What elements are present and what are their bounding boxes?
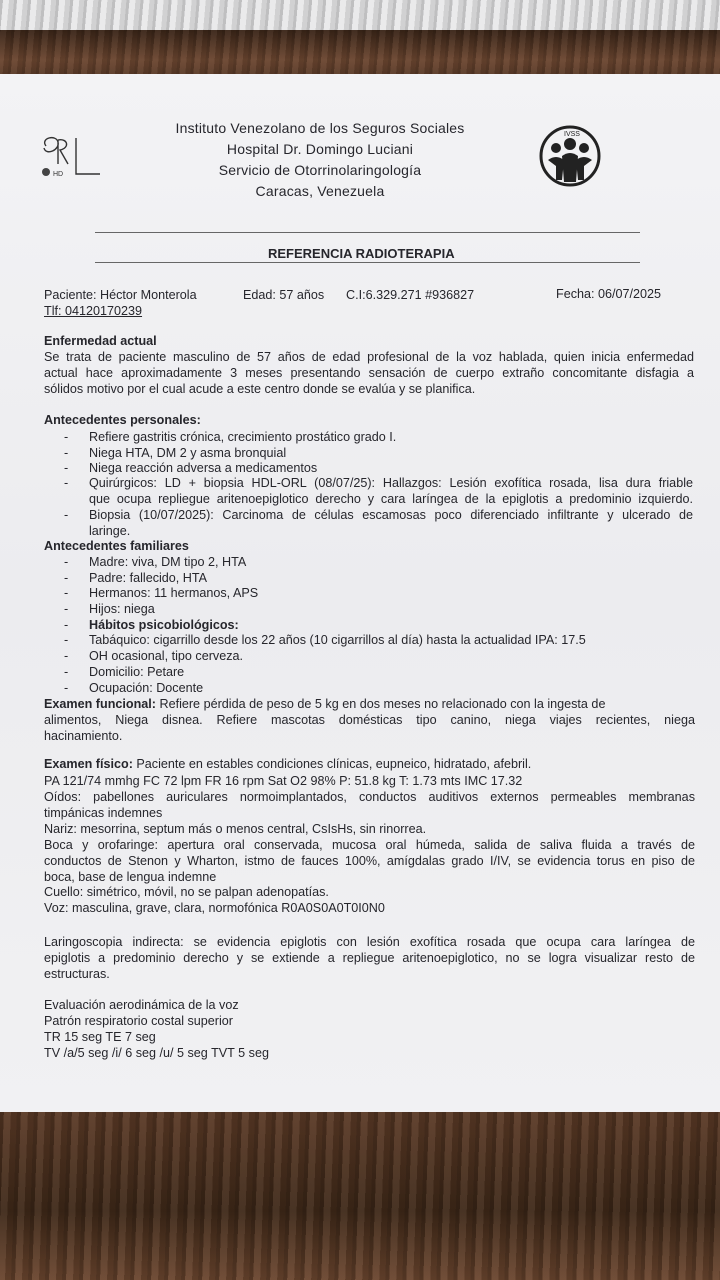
familiares-item: Madre: viva, DM tipo 2, HTA bbox=[89, 555, 247, 569]
bullet: - bbox=[64, 618, 69, 632]
fisico-line: Nariz: mesorrina, septum más o menos central, CsIsHs, sin rinorrea. bbox=[44, 822, 427, 836]
personales-item: laringe. bbox=[89, 524, 131, 538]
bullet: - bbox=[64, 508, 69, 522]
enfermedad-line: actual hace aproximadamente 3 meses presentando sensación de cuerpo extraño concomitante disfagia a bbox=[44, 366, 694, 380]
wood-background-bottom bbox=[0, 1108, 720, 1280]
familiares-item: Hijos: niega bbox=[89, 602, 155, 616]
personales-heading: Antecedentes personales: bbox=[44, 413, 201, 427]
laringoscopia-line: epiglotis a predominio derecho y se extiende a repliegue aritenoepiglotico, no se logra visualizar resto de bbox=[44, 951, 695, 965]
fisico-line: Boca y orofaringe: apertura oral conservada, mucosa oral húmeda, salida de saliva fluida a través de bbox=[44, 838, 695, 852]
orl-logo-icon bbox=[38, 134, 108, 184]
funcional-line bbox=[44, 696, 695, 712]
logo-left-text: HD bbox=[53, 171, 64, 178]
aerodinamica-line: TR 15 seg TE 7 seg bbox=[44, 1030, 156, 1044]
habitos-heading: Hábitos psicobiológicos: bbox=[89, 618, 239, 632]
familiares-item: Padre: fallecido, HTA bbox=[89, 571, 208, 585]
bullet: - bbox=[64, 476, 69, 490]
ivss-logo-icon bbox=[538, 124, 602, 188]
bullet: - bbox=[64, 665, 69, 679]
habitos-item: Ocupación: Docente bbox=[89, 681, 204, 695]
fisico-line: Oídos: pabellones auriculares normoimplantados, conductos auditivos externos permeables membranas bbox=[44, 790, 695, 804]
divider-top bbox=[95, 232, 640, 233]
aerodinamica-line: Evaluación aerodinámica de la voz bbox=[44, 998, 239, 1012]
vital-signs: PA 121/74 mmhg FC 72 lpm FR 16 rpm Sat O2 98% P: 51.8 kg T: 1.73 mts IMC 17.32 bbox=[44, 774, 523, 788]
fisico-line: boca, base de lengua indemne bbox=[44, 870, 217, 884]
funcional-text: Refiere pérdida de peso de 5 kg en dos meses no relacionado con la ingesta de bbox=[155, 697, 606, 711]
patient-phone: Tlf: 04120170239 bbox=[44, 304, 143, 318]
habitos-item: Domicilio: Petare bbox=[89, 665, 185, 679]
habitos-item: Tabáquico: cigarrillo desde los 22 años (10 cigarrillos al día) hasta la actualidad IPA: 17.5 bbox=[89, 633, 586, 647]
fisico-line: timpánicas indemnes bbox=[44, 806, 163, 820]
fisico-line: Cuello: simétrico, móvil, no se palpan adenopatías. bbox=[44, 885, 329, 899]
funcional-line: hacinamiento. bbox=[44, 729, 123, 743]
report-date: Fecha: 06/07/2025 bbox=[556, 287, 662, 301]
bullet: - bbox=[64, 461, 69, 475]
bullet: - bbox=[64, 633, 69, 647]
fisico-line: Voz: masculina, grave, clara, normofónica R0A0S0A0T0I0N0 bbox=[44, 901, 385, 915]
enfermedad-heading: Enfermedad actual bbox=[44, 334, 157, 348]
bullet: - bbox=[64, 649, 69, 663]
personales-item: Biopsia (10/07/2025): Carcinoma de células escamosas poco diferenciado infiltrante y ulcerado de bbox=[89, 508, 693, 522]
funcional-line: alimentos, Niega disnea. Refiere mascotas domésticas tipo canino, niega viajes recientes, niega bbox=[44, 713, 695, 727]
familiares-item: Hermanos: 11 hermanos, APS bbox=[89, 586, 259, 600]
patient-name: Paciente: Héctor Monterola bbox=[44, 288, 197, 302]
bullet: - bbox=[64, 430, 69, 444]
enfermedad-line: sólidos motivo por el cual acude a este centro donde se evalúa y se planifica. bbox=[44, 382, 476, 396]
header-city: Caracas, Venezuela bbox=[255, 183, 385, 199]
divider-bottom bbox=[95, 262, 640, 263]
header-institute: Instituto Venezolano de los Seguros Sociales bbox=[175, 120, 465, 136]
aerodinamica-line: TV /a/5 seg /i/ 6 seg /u/ 5 seg TVT 5 seg bbox=[44, 1046, 269, 1060]
fisico-text: Paciente en estables condiciones clínicas, eupneico, hidratado, afebril. bbox=[132, 757, 532, 771]
habitos-item: OH ocasional, tipo cerveza. bbox=[89, 649, 243, 663]
bullet: - bbox=[64, 586, 69, 600]
header-service: Servicio de Otorrinolaringología bbox=[218, 162, 422, 178]
header-hospital: Hospital Dr. Domingo Luciani bbox=[226, 141, 414, 157]
bullet: - bbox=[64, 571, 69, 585]
fisico-line: conductos de Stenon y Wharton, istmo de fauces 100%, amígdalas grado I/IV, se evidencia torus en piso de bbox=[44, 854, 695, 868]
patient-age: Edad: 57 años bbox=[243, 288, 325, 302]
logo-right-text: IVSS bbox=[564, 131, 580, 138]
bullet: - bbox=[64, 602, 69, 616]
document-title: REFERENCIA RADIOTERAPIA bbox=[268, 246, 455, 261]
familiares-heading: Antecedentes familiares bbox=[44, 539, 189, 553]
patient-ci: C.I:6.329.271 #936827 bbox=[346, 288, 475, 302]
funcional-heading: Examen funcional: bbox=[44, 697, 156, 711]
personales-item: que ocupa repliegue aritenoepiglotico derecho y cara laríngea de la epiglotis a predominio izquierdo. bbox=[89, 492, 693, 506]
fisico-heading: Examen físico: bbox=[44, 757, 133, 771]
aerodinamica-line: Patrón respiratorio costal superior bbox=[44, 1014, 233, 1028]
bullet: - bbox=[64, 681, 69, 695]
fisico-line bbox=[44, 756, 531, 772]
bullet: - bbox=[64, 555, 69, 569]
laringoscopia-line: Laringoscopia indirecta: se evidencia epiglotis con lesión exofítica rosada que ocupa cara laríngea de bbox=[44, 935, 695, 949]
personales-item: Quirúrgicos: LD + biopsia HDL-ORL (08/07/25): Hallazgos: Lesión exofítica rosada, lisa dura friable bbox=[89, 476, 693, 490]
personales-item: Niega reacción adversa a medicamentos bbox=[89, 461, 318, 475]
personales-item: Refiere gastritis crónica, crecimiento prostático grado I. bbox=[89, 430, 397, 444]
enfermedad-line: Se trata de paciente masculino de 57 años de edad profesional de la voz hablada, quien inicia enfermedad bbox=[44, 350, 694, 364]
personales-item: Niega HTA, DM 2 y asma bronquial bbox=[89, 446, 287, 460]
laringoscopia-line: estructuras. bbox=[44, 967, 110, 981]
bullet: - bbox=[64, 446, 69, 460]
